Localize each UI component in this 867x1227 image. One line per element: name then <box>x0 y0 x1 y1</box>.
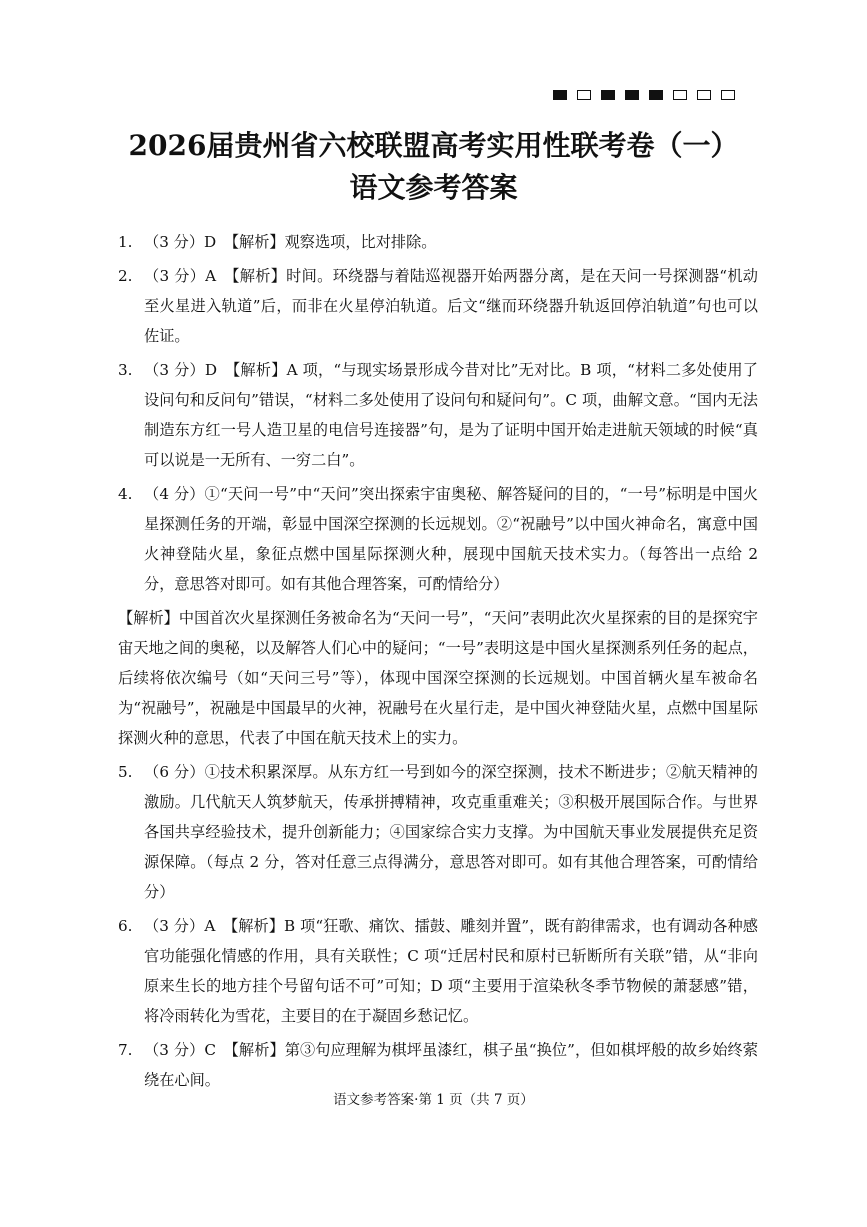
answer-item-4 <box>118 479 758 599</box>
item-text: （3 分）A 【解析】B 项“狂歌、痛饮、擂鼓、雕刻并置”，既有韵律需求，也有调动各种感官功能强化情感的作用，具有关联性；C 项“迁居村民和原村已斩断所有关联”错，从“非向原来生长的地方挂个号留句话不可”可知；D 项“主要用于渲染秋冬季节物候的萧瑟感”错，将冷雨转化为雪花，主要目的在于凝固乡愁记忆。 <box>144 917 758 1025</box>
answer-item-6 <box>118 911 758 1031</box>
marker-square <box>553 90 567 100</box>
item-text: （3 分）D 【解析】A 项，“与现实场景形成今昔对比”无对比。B 项，“材料二多处使用了设问句和反问句”错误，“材料二多处使用了设问句和疑问句”。C 项，曲解文意。“国内无法制造东方红一号人造卫星的电信号连接器”句，是为了证明中国开始走进航天领域的时候“真可以说是一无所有、一穷二白”。 <box>144 361 758 469</box>
item-text: （3 分）C 【解析】第③句应理解为棋坪虽漆红，棋子虽“换位”，但如棋坪般的故乡始终萦绕在心间。 <box>144 1041 758 1089</box>
answer-item-5 <box>118 757 758 907</box>
answer-content <box>118 227 758 1099</box>
item-number: 5. <box>118 763 133 781</box>
page-footer: 语文参考答案·第 1 页（共 7 页） <box>333 1092 534 1108</box>
marker-square <box>577 90 591 100</box>
item-number: 4. <box>118 485 133 503</box>
marker-square <box>625 90 639 100</box>
document-subtitle: 语文参考答案 <box>349 171 518 204</box>
item-text: （3 分）D 【解析】观察选项，比对排除。 <box>144 233 437 251</box>
item-text: （6 分）①技术积累深厚。从东方红一号到如今的深空探测，技术不断进步；②航天精神的激励。几代航天人筑梦航天，传承拼搏精神，攻克重重难关；③积极开展国际合作。与世界各国共享经验技术，提升创新能力；④国家综合实力支撑。为中国航天事业发展提供充足资源保障。（每点 2 分，答对任意三点得满分，意思答对即可。如有其他合理答案，可酌情给分） <box>144 763 758 901</box>
item-text: （3 分）A 【解析】时间。环绕器与着陆巡视器开始两器分离，是在天问一号探测器“机动至火星进入轨道”后，而非在火星停泊轨道。后文“继而环绕器升轨返回停泊轨道”句也可以佐证。 <box>144 267 758 345</box>
item-number: 3. <box>118 361 133 379</box>
answer-item-7 <box>118 1035 758 1095</box>
answer-item-1 <box>118 227 758 257</box>
answer-item-2 <box>118 261 758 351</box>
marker-square <box>697 90 711 100</box>
item-number: 6. <box>118 917 133 935</box>
document-title: 2026届贵州省六校联盟高考实用性联考卷（一） <box>128 129 739 162</box>
answer-item-4-analysis <box>118 603 758 753</box>
item-number: 7. <box>118 1041 133 1059</box>
marker-square <box>673 90 687 100</box>
analysis-text: 【解析】中国首次火星探测任务被命名为“天问一号”，“天问”表明此次火星探索的目的是探究宇宙天地之间的奥秘，以及解答人们心中的疑问；“一号”表明这是中国火星探测系列任务的起点，后续将依次编号（如“天问三号”等），体现中国深空探测的长远规划。中国首辆火星车被命名为“祝融号”，祝融是中国最早的火神，祝融号在火星行走，是中国火神登陆火星，点燃中国星际探测火种的意思，代表了中国在航天技术上的实力。 <box>118 609 758 747</box>
marker-square <box>601 90 615 100</box>
page-marker-squares <box>553 90 735 100</box>
answer-item-3 <box>118 355 758 475</box>
marker-square <box>721 90 735 100</box>
item-text: （4 分）①“天问一号”中“天问”突出探索宇宙奥秘、解答疑问的目的，“一号”标明是中国火星探测任务的开端，彰显中国深空探测的长远规划。②“祝融号”以中国火神命名，寓意中国火神登陆火星，象征点燃中国星际探测火种，展现中国航天技术实力。（每答出一点给 2 分，意思答对即可。如有其他合理答案，可酌情给分） <box>144 485 758 593</box>
item-number: 1. <box>118 233 133 251</box>
marker-square <box>649 90 663 100</box>
item-number: 2. <box>118 267 133 285</box>
